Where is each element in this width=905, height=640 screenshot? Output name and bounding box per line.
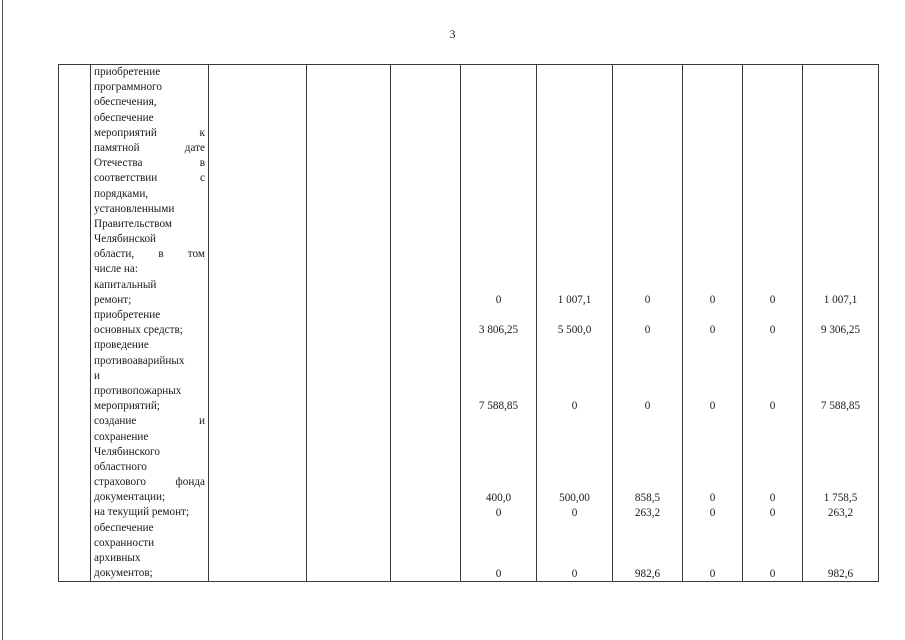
- value-cell: 0: [769, 567, 776, 580]
- value-cell: 0: [644, 324, 651, 337]
- value-cell: 982,6: [827, 567, 854, 580]
- description-line: порядками,: [94, 187, 149, 200]
- description-line: архивных: [94, 552, 141, 564]
- row-number-cell: [59, 65, 91, 582]
- value-cell: 0: [644, 400, 651, 413]
- table-row: [59, 65, 879, 582]
- value-cell: 7 588,85: [478, 400, 519, 413]
- value-cell: 0: [709, 294, 716, 306]
- description-line: создание и: [94, 415, 205, 428]
- value-column-2: [537, 65, 613, 582]
- value-cell: 0: [571, 506, 578, 519]
- value-cell: 0: [495, 294, 502, 306]
- empty-cell: [391, 65, 461, 582]
- value-cell: 0: [769, 400, 776, 413]
- description-line: Правительством: [94, 217, 172, 230]
- value-cell: 0: [571, 567, 578, 580]
- description-line: Отечества в: [94, 157, 205, 170]
- description-line: обеспечение: [94, 111, 154, 124]
- value-cell: 0: [769, 491, 776, 504]
- description-line: областного: [94, 460, 147, 473]
- value-cell: 982,6: [634, 567, 661, 580]
- description-line: противопожарных: [94, 384, 182, 397]
- description-line: Челябинского: [94, 445, 160, 458]
- value-cell: 858,5: [634, 491, 661, 504]
- value-cell: 7 588,85: [820, 400, 861, 413]
- value-cell: 0: [709, 400, 716, 413]
- description-line: документов;: [94, 567, 153, 580]
- description-line: установленными: [94, 202, 175, 215]
- value-column-5: [743, 65, 803, 582]
- description-line: приобретение: [94, 309, 161, 321]
- description-cell: [91, 65, 209, 582]
- empty-cell: [307, 65, 391, 582]
- value-cell: 0: [644, 294, 651, 306]
- value-cell: 0: [769, 506, 776, 519]
- description-line: капитальный: [94, 278, 157, 291]
- value-cell: 263,2: [827, 506, 854, 519]
- value-cell: 9 306,25: [820, 324, 861, 337]
- value-cell: 263,2: [634, 506, 661, 519]
- value-cell: 0: [709, 324, 716, 337]
- value-cell: 0: [709, 506, 716, 519]
- value-cell: 0: [709, 567, 716, 580]
- description-line: области, в том: [94, 248, 205, 261]
- value-cell: 1 007,1: [823, 294, 858, 306]
- value-cell: 400,0: [485, 491, 512, 504]
- description-line: сохранности: [94, 536, 155, 549]
- value-cell: 3 806,25: [478, 324, 519, 337]
- description-line: памятной дате: [94, 141, 205, 154]
- description-line: страхового фонда: [94, 476, 205, 489]
- description-line: противоаварийных: [94, 354, 185, 367]
- value-column-4: [683, 65, 743, 582]
- value-cell: 0: [571, 400, 578, 413]
- value-cell: 0: [769, 294, 776, 306]
- description-line: мероприятий к: [94, 126, 205, 139]
- description-line: и: [94, 369, 100, 382]
- value-cell: 0: [495, 567, 502, 580]
- value-cell: 5 500,0: [557, 324, 592, 337]
- value-cell: 0: [709, 491, 716, 504]
- value-cell: 1 007,1: [557, 294, 592, 306]
- description-line: соответствии с: [94, 172, 205, 185]
- empty-cell: [209, 65, 307, 582]
- description-line: документации;: [94, 491, 166, 504]
- value-column-3: [613, 65, 683, 582]
- value-cell: 0: [769, 324, 776, 337]
- description-line: обеспечение: [94, 521, 154, 534]
- value-column-total: [803, 65, 879, 582]
- value-cell: 500,00: [559, 491, 590, 504]
- value-cell: 1 758,5: [823, 491, 858, 504]
- description-line: основных средств;: [94, 324, 183, 337]
- value-column-1: [461, 65, 537, 582]
- description-line: обеспечения,: [94, 96, 157, 109]
- page-number: 3: [449, 27, 456, 41]
- description-line: приобретение: [94, 66, 161, 78]
- description-line: Челябинской: [94, 233, 157, 246]
- description-line: сохранение: [94, 430, 149, 443]
- page-margin-line: [2, 0, 3, 640]
- description-line: мероприятий;: [94, 400, 160, 413]
- value-cell: 0: [495, 506, 502, 519]
- description-line: на текущий ремонт;: [94, 506, 190, 519]
- description-line: ремонт;: [94, 293, 132, 306]
- description-line: программного: [94, 81, 162, 94]
- description-line: проведение: [94, 339, 149, 352]
- budget-table: [58, 64, 879, 582]
- description-line: числе на:: [94, 263, 138, 276]
